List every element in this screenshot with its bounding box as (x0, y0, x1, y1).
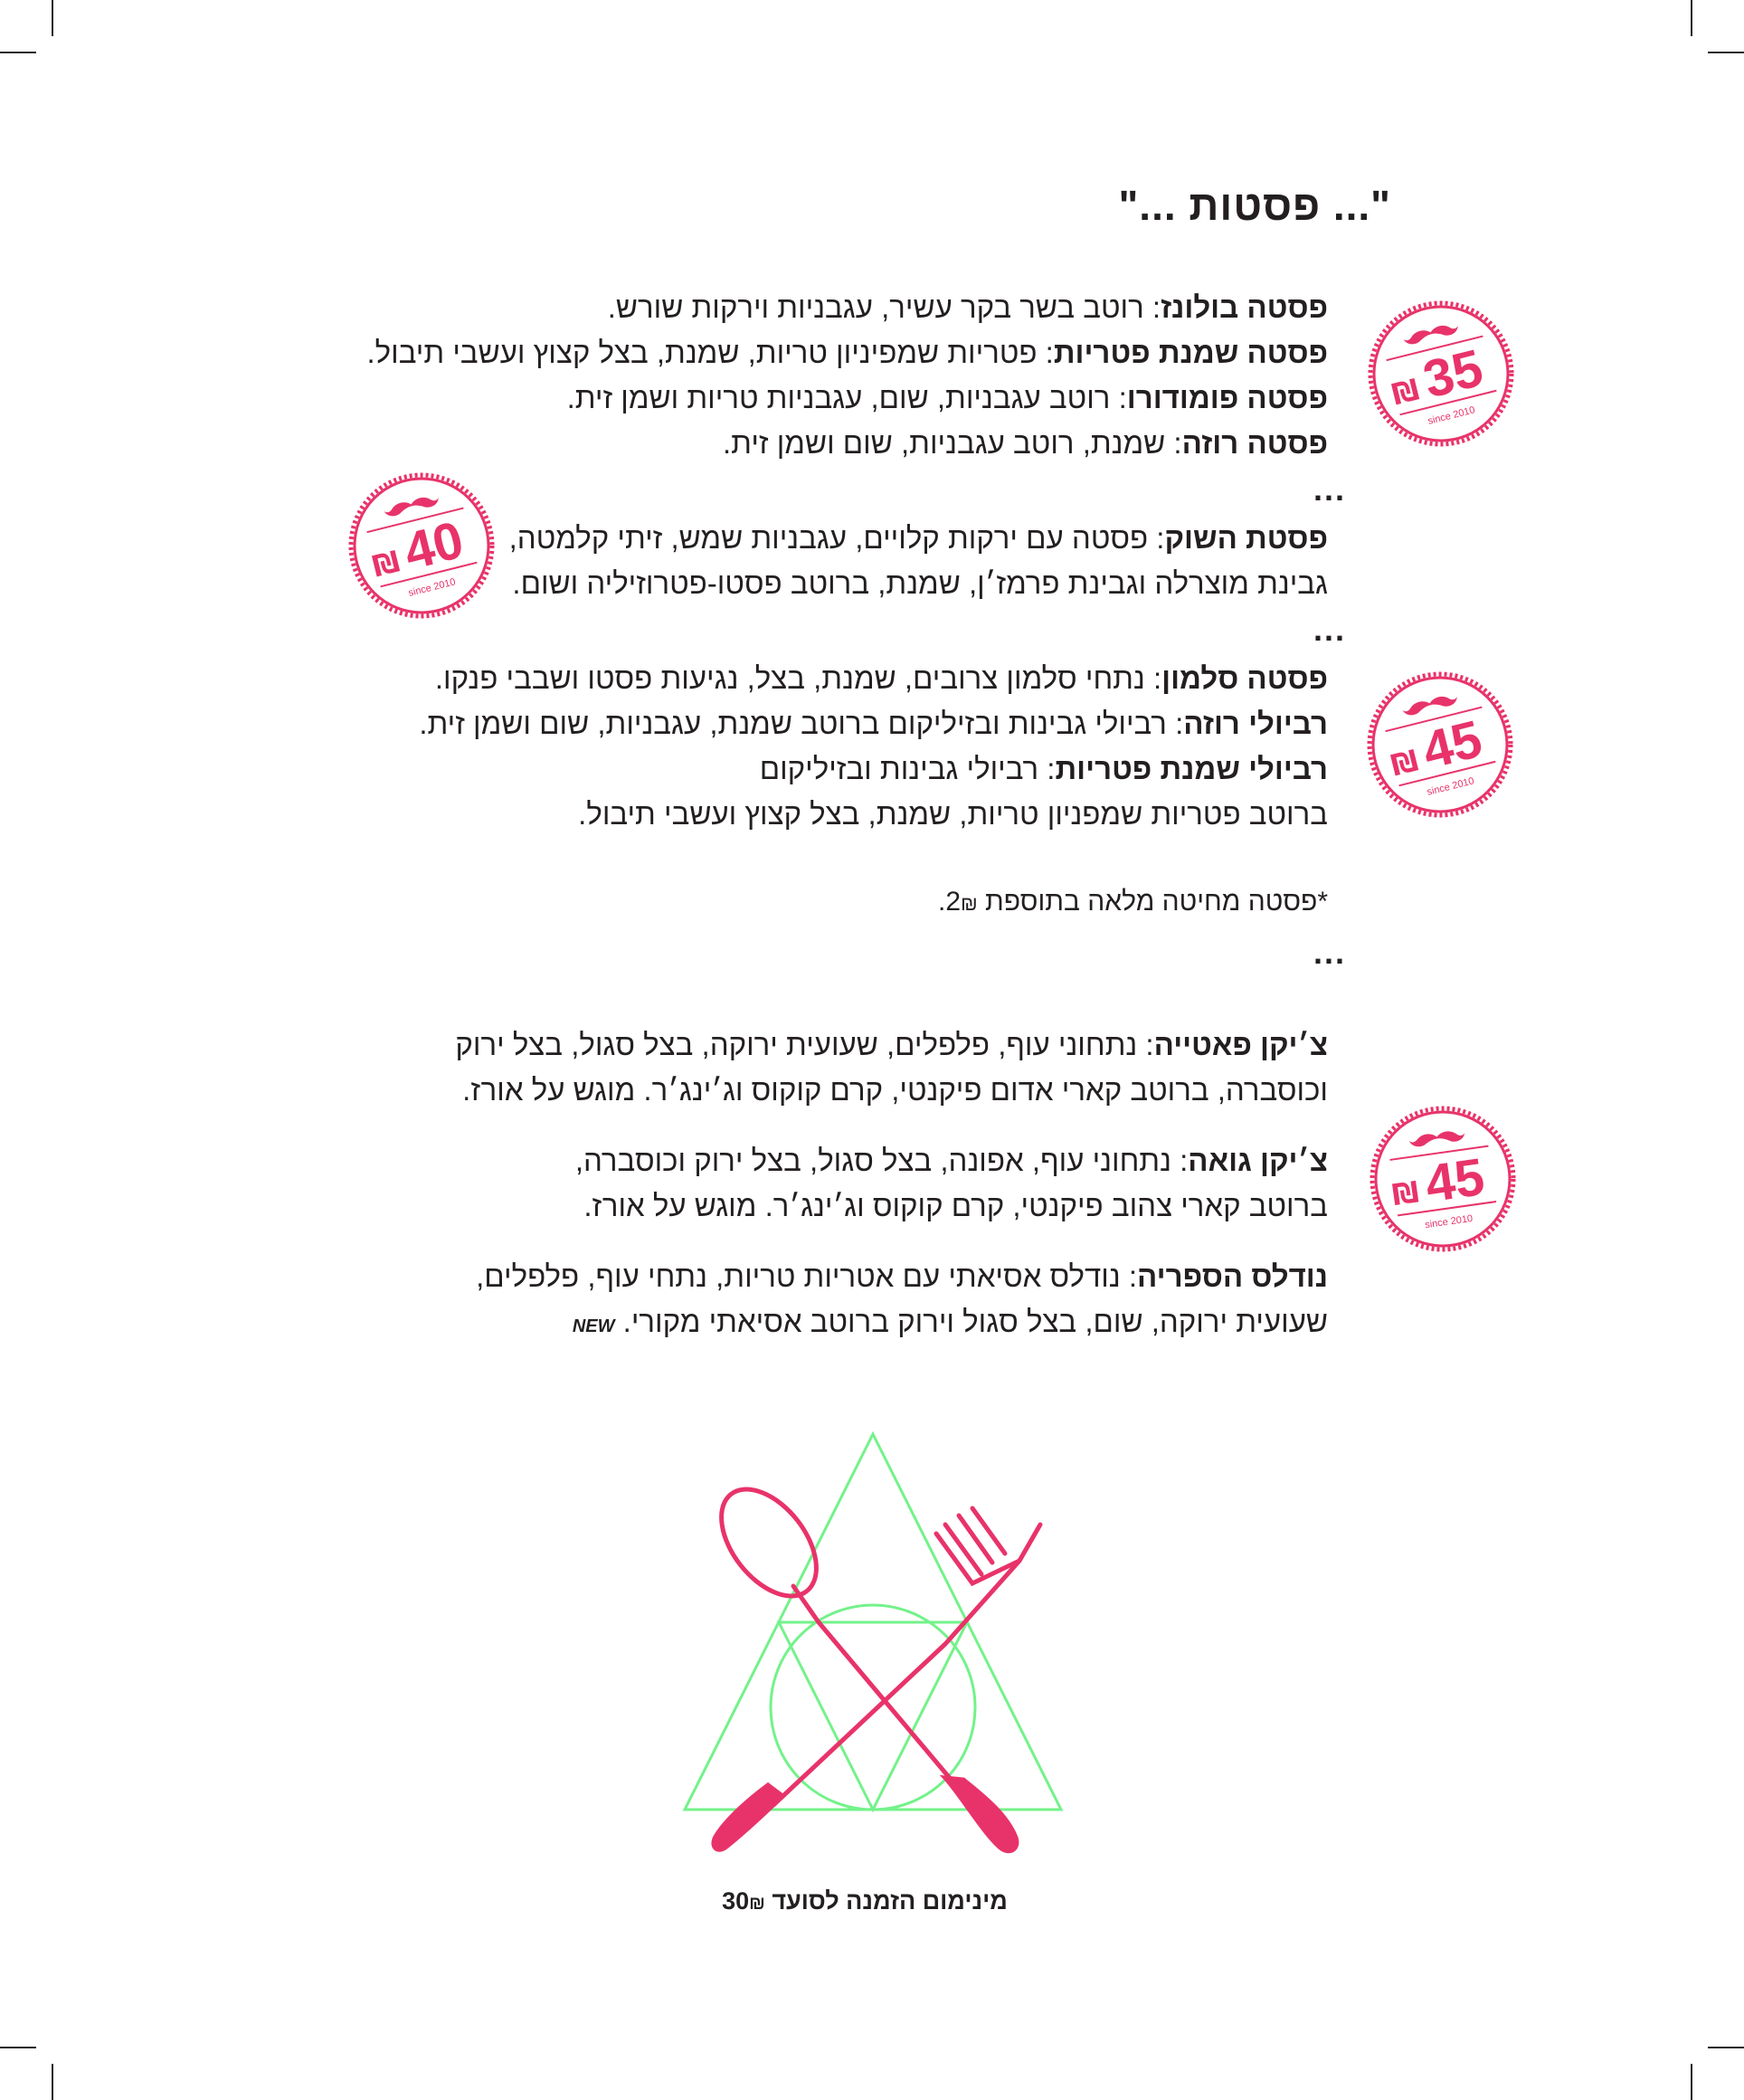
dish-name: פסטת השוק (1164, 521, 1328, 555)
dish-name: פסטה סלמון (1161, 661, 1328, 695)
since-text: since 2010 (1424, 1212, 1474, 1231)
shekel-symbol: ₪ (369, 544, 403, 584)
mustache-icon (1402, 322, 1459, 347)
crop-mark (1708, 52, 1744, 53)
mustache-icon (1408, 1129, 1465, 1148)
dish-description: : נודלס אסיאתי עם אטריות טריות, נתחי עוף, פלפלים, (476, 1259, 1138, 1293)
menu-section-2 (378, 516, 1328, 606)
dish-description: : רוטב עגבניות, שום, עגבניות טריות ושמן זית. (566, 381, 1127, 414)
menu-item-continuation (378, 1299, 1328, 1349)
dish-name: צ׳יקן גואה (1188, 1144, 1328, 1177)
price-badge (345, 469, 498, 622)
crop-mark (52, 2064, 53, 2100)
price-badge (1364, 297, 1518, 451)
menu-item (378, 746, 1328, 792)
shekel-symbol: ₪ (1389, 1174, 1421, 1212)
note-end: . (938, 887, 946, 917)
menu-item-continuation: ברוטב קארי צהוב פיקנטי, קרם קוקוס וג׳ינג׳ר. מוגש על אורז. (583, 1189, 1328, 1222)
price-value: 45 (1417, 708, 1488, 781)
crop-mark (1708, 2047, 1744, 2048)
menu-item (378, 516, 1328, 561)
shekel-symbol: ₪ (1388, 743, 1422, 784)
menu-section-3 (378, 656, 1328, 837)
menu-item-continuation: גבינת מוצרלה וגבינת פרמז׳ן, שמנת, ברוטב פסטו-פטרוזיליה ושום. (512, 566, 1328, 600)
shekel-symbol: ₪ (749, 1894, 765, 1914)
crop-mark (52, 0, 53, 36)
dish-name: פסטה בולונז (1161, 290, 1328, 324)
new-badge: NEW (572, 1316, 615, 1336)
separator: ... (1313, 470, 1346, 508)
menu-item-continuation: ברוטב פטריות שמפניון טריות, שמנת, בצל קצוץ ועשבי תיבול. (578, 797, 1328, 831)
menu-item-continuation: וכוסברה, ברוטב קארי אדום פיקנטי, קרם קוקוס וג׳ינג׳ר. מוגש על אורז. (462, 1073, 1328, 1107)
dish-name: פסטה פומודורו (1126, 381, 1328, 414)
price-badge-graphic (1363, 668, 1517, 822)
crop-mark (1691, 2064, 1692, 2100)
price-badge-graphic (1364, 297, 1518, 451)
menu-section-1 (366, 285, 1328, 466)
since-text: since 2010 (1426, 404, 1476, 427)
crossed-spoon-fork-icon (674, 1425, 1072, 1868)
whole-wheat-note (378, 887, 1328, 917)
dish-description: : שמנת, רוטב עגבניות, שום ושמן זית. (723, 426, 1182, 460)
dish-name: פסטה שמנת פטריות (1053, 336, 1328, 369)
mustache-icon (383, 494, 440, 518)
price-badge (1366, 1102, 1520, 1256)
dish-description: : פסטה עם ירקות קלויים, עגבניות שמש, זיתי קלמטה, (508, 521, 1165, 555)
menu-item (378, 1254, 1328, 1299)
minimum-order-footer (0, 1887, 1744, 1915)
dish-name: רביולי שמנת פטריות (1055, 752, 1328, 785)
mustache-icon (1401, 693, 1458, 717)
menu-item (378, 1022, 1328, 1068)
dish-description: : פטריות שמפיניון טריות, שמנת, בצל קצוץ ועשבי תיבול. (366, 336, 1054, 369)
since-text: since 2010 (407, 576, 457, 599)
dish-name: פסטה רוזה (1181, 426, 1328, 460)
page-title: "... פסטות ..." (1118, 182, 1391, 229)
price-badge-graphic (345, 469, 498, 622)
crop-mark (0, 52, 36, 53)
menu-item (378, 656, 1328, 701)
menu-item (378, 1138, 1328, 1183)
shekel-symbol: ₪ (961, 892, 978, 915)
price-value: 35 (1417, 337, 1489, 410)
menu-item (366, 330, 1328, 375)
price-badge (1363, 668, 1517, 822)
dish-description: : רוטב בשר בקר עשיר, עגבניות וירקות שורש. (607, 290, 1161, 324)
price-value: 40 (398, 509, 469, 582)
menu-item (378, 421, 1328, 466)
dish-description: : רביולי גבינות ובזיליקום (759, 752, 1056, 785)
menu-item (378, 701, 1328, 746)
dish-description-continuation: שעועית ירוקה, שום, בצל סגול וירוק ברוטב אסיאתי מקורי. (622, 1305, 1328, 1338)
footer-text: מינימום הזמנה לסועד 30 (722, 1887, 1008, 1915)
shekel-symbol: ₪ (1389, 372, 1423, 413)
dish-name: רביולי רוזה (1183, 707, 1328, 740)
menu-section-4 (378, 1022, 1328, 1349)
dish-description: : נתחוני עוף, אפונה, בצל סגול, בצל ירוק וכוסברה, (574, 1144, 1189, 1177)
dish-description: : נתחוני עוף, פלפלים, שעועית ירוקה, בצל סגול, בצל ירוק (455, 1028, 1154, 1061)
crop-mark (0, 2047, 36, 2048)
menu-item (378, 285, 1328, 330)
price-value: 45 (1421, 1146, 1488, 1214)
since-text: since 2010 (1426, 775, 1475, 798)
price-badge-graphic (1366, 1102, 1520, 1256)
crop-mark (1691, 0, 1692, 36)
separator: ... (1313, 934, 1346, 971)
menu-item (378, 375, 1328, 421)
note-star: * (1317, 887, 1328, 917)
dish-description: : נתחי סלמון צרובים, שמנת, בצל, נגיעות פסטו ושבבי פנקו. (434, 661, 1162, 695)
dish-name: צ׳יקן פאטייה (1153, 1028, 1328, 1061)
separator: ... (1313, 611, 1346, 648)
note-text: פסטה מחיטה מלאה בתוספת 2 (945, 887, 1318, 917)
dish-name: נודלס הספריה (1137, 1259, 1328, 1293)
dish-description: : רביולי גבינות ובזיליקום ברוטב שמנת, עגבניות, שום ושמן זית. (419, 707, 1184, 740)
